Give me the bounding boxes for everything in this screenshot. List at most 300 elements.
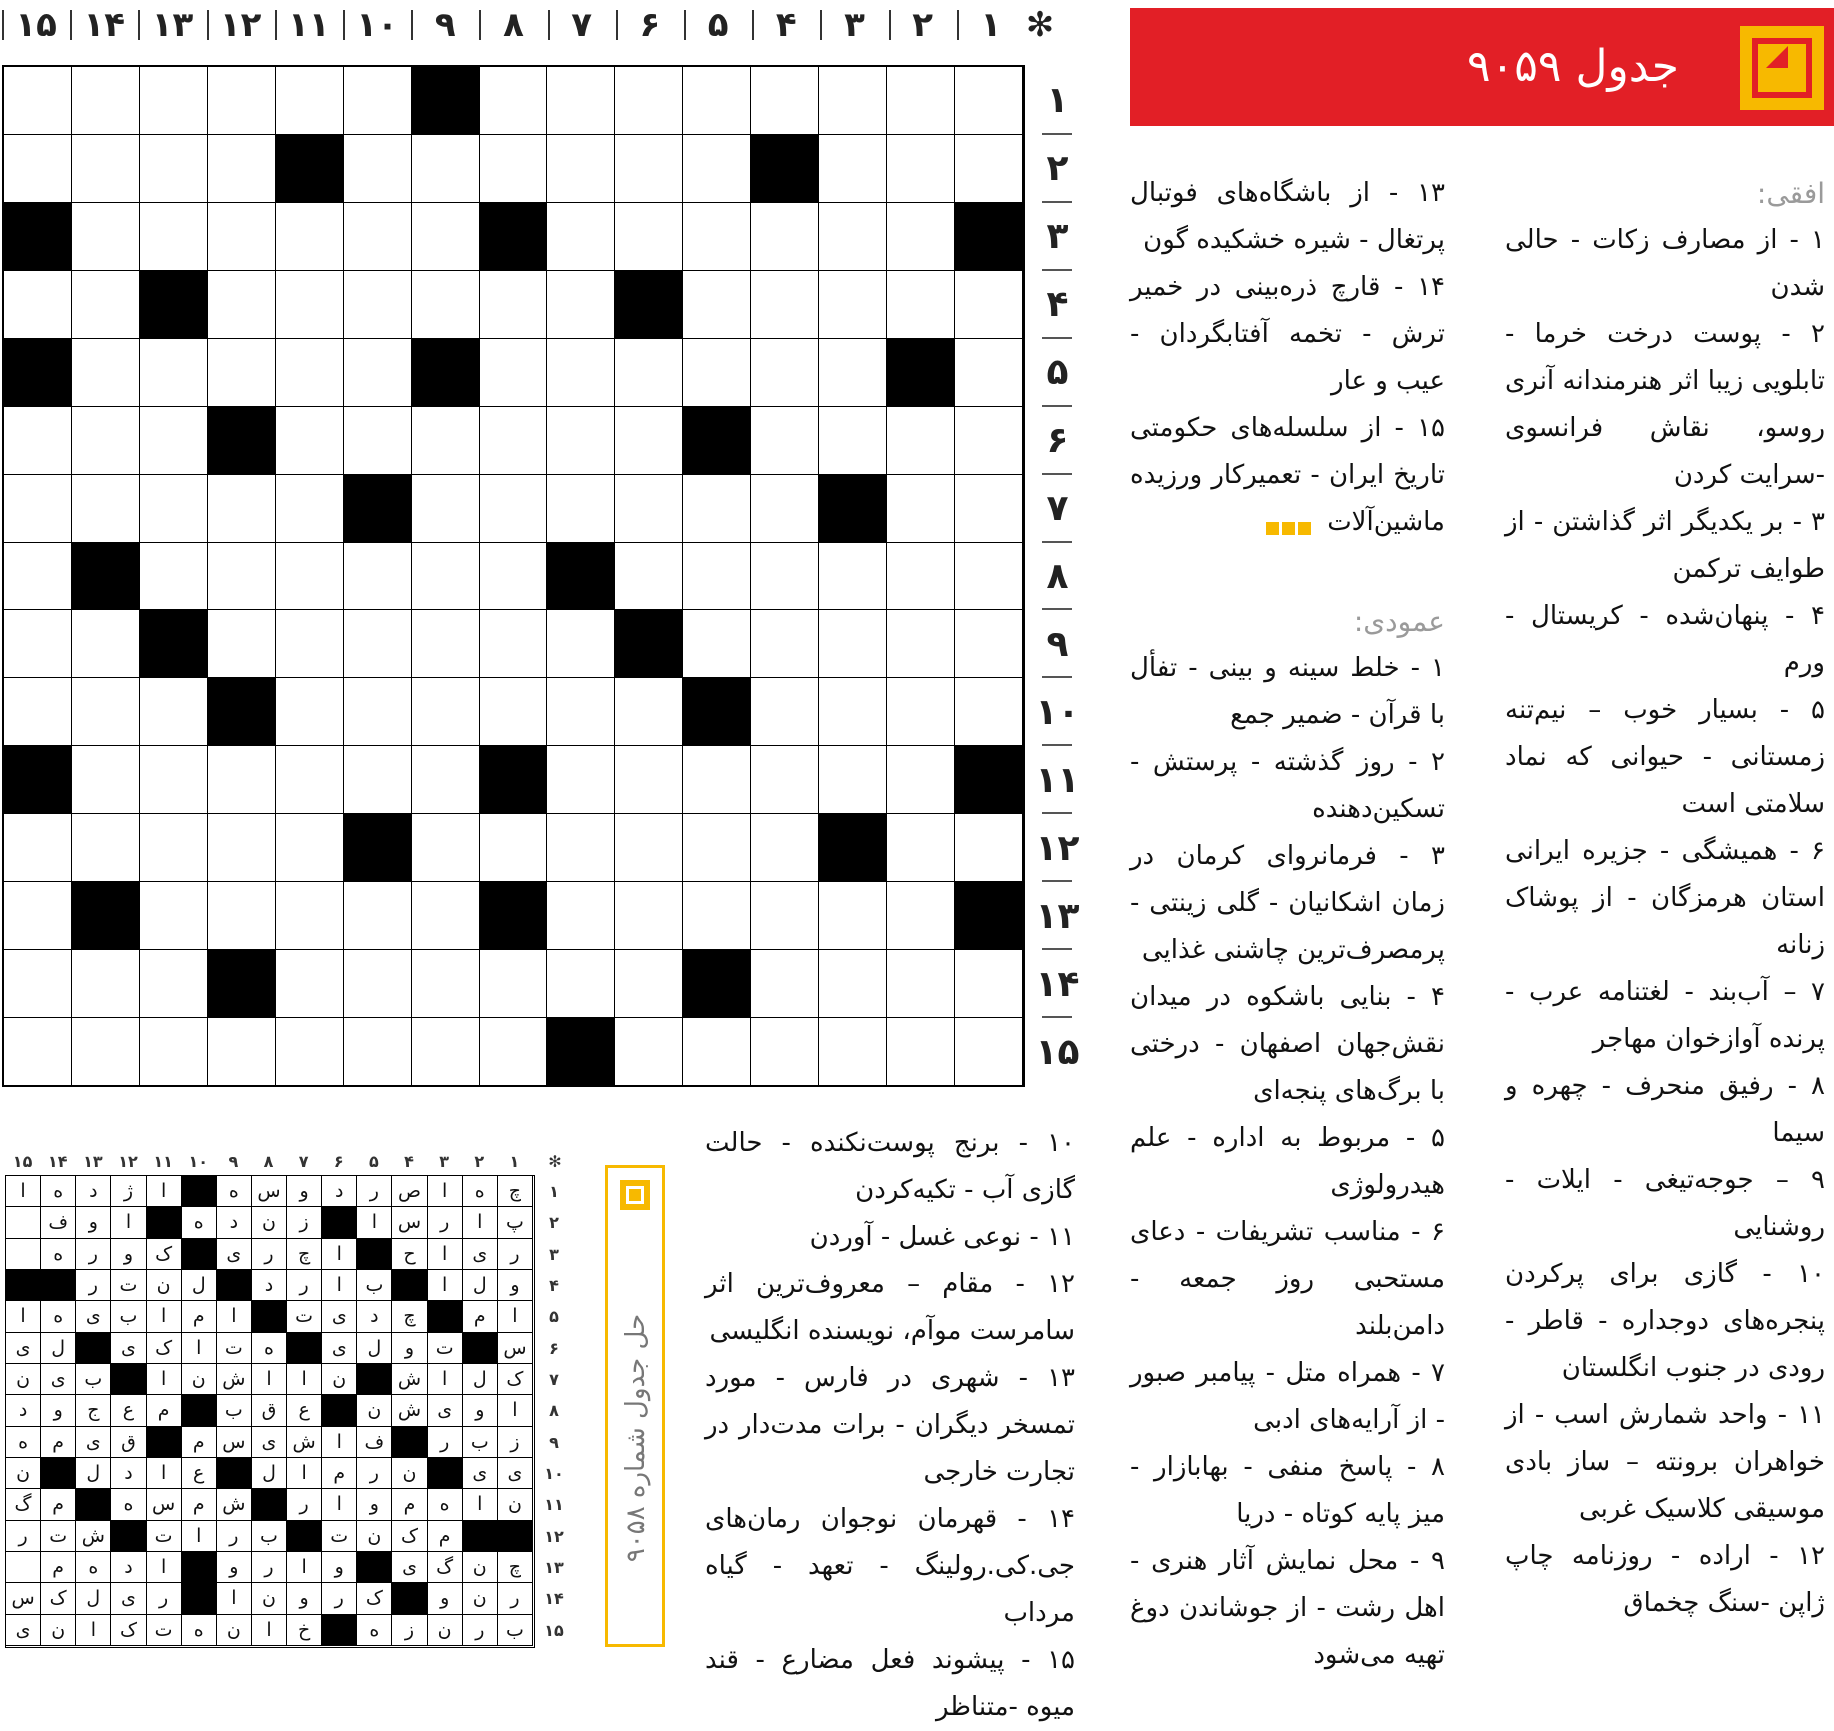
grid-cell[interactable] xyxy=(4,882,72,950)
grid-cell[interactable] xyxy=(615,407,683,475)
grid-cell[interactable] xyxy=(140,543,208,611)
grid-cell[interactable] xyxy=(819,1018,887,1086)
grid-cell[interactable] xyxy=(615,135,683,203)
grid-cell[interactable] xyxy=(955,475,1023,543)
grid-cell[interactable] xyxy=(412,950,480,1018)
solution-black-cell xyxy=(76,1489,111,1520)
grid-cell[interactable] xyxy=(480,678,548,746)
grid-cell[interactable] xyxy=(955,339,1023,407)
grid-cell[interactable] xyxy=(683,475,751,543)
grid-cell[interactable] xyxy=(751,950,819,1018)
row-number: ۱۰ xyxy=(1035,691,1080,733)
grid-cell[interactable] xyxy=(276,67,344,135)
grid-cell[interactable] xyxy=(208,543,276,611)
grid-cell[interactable] xyxy=(276,746,344,814)
grid-cell[interactable] xyxy=(887,407,955,475)
solution-cell: ش xyxy=(392,1364,427,1395)
grid-cell[interactable] xyxy=(276,271,344,339)
grid-cell[interactable] xyxy=(887,475,955,543)
solution-column-header xyxy=(5,1150,570,1174)
grid-cell[interactable] xyxy=(208,475,276,543)
solution-cell: ش xyxy=(217,1489,252,1520)
solution-cell: ق xyxy=(111,1427,146,1458)
solution-cell: ا xyxy=(217,1583,252,1614)
grid-cell[interactable] xyxy=(887,135,955,203)
grid-cell[interactable] xyxy=(887,610,955,678)
grid-cell[interactable] xyxy=(615,475,683,543)
horizontal-clue: ۹ – جوجه‌تیغی - ایلات - روشنایی xyxy=(1505,1165,1825,1242)
grid-cell[interactable] xyxy=(480,814,548,882)
grid-cell[interactable] xyxy=(344,950,412,1018)
grid-cell[interactable] xyxy=(344,67,412,135)
grid-cell[interactable] xyxy=(615,203,683,271)
row-number: ۶ xyxy=(1046,420,1069,462)
horizontal-clues-title: افقی: xyxy=(1756,177,1825,210)
grid-cell[interactable] xyxy=(276,475,344,543)
grid-cell[interactable] xyxy=(480,475,548,543)
grid-cell[interactable] xyxy=(480,1018,548,1086)
row-number: ۴ xyxy=(1046,284,1069,326)
grid-cell[interactable] xyxy=(819,882,887,950)
solution-cell: ژ xyxy=(111,1176,146,1207)
grid-cell[interactable] xyxy=(4,950,72,1018)
row-separator xyxy=(1042,473,1072,475)
solution-column-number: ۱ xyxy=(509,1152,520,1171)
grid-cell[interactable] xyxy=(344,339,412,407)
grid-cell[interactable] xyxy=(4,67,72,135)
grid-cell[interactable] xyxy=(72,67,140,135)
solution-cell: ن xyxy=(322,1364,357,1395)
grid-cell[interactable] xyxy=(615,814,683,882)
horizontal-clue: ۷ – آب‌بند - لغتنامه عرب - پرنده آوازخوان مهاجر xyxy=(1505,977,1825,1054)
grid-cell[interactable] xyxy=(140,339,208,407)
column-separator xyxy=(411,10,413,40)
grid-cell[interactable] xyxy=(480,271,548,339)
solution-cell: ج xyxy=(76,1395,111,1426)
solution-cell: م xyxy=(41,1427,76,1458)
grid-cell[interactable] xyxy=(412,882,480,950)
solution-cell: و xyxy=(498,1270,533,1301)
grid-cell[interactable] xyxy=(751,678,819,746)
grid-cell[interactable] xyxy=(412,678,480,746)
grid-cell[interactable] xyxy=(276,203,344,271)
grid-cell[interactable] xyxy=(72,950,140,1018)
grid-cell[interactable] xyxy=(412,203,480,271)
grid-cell[interactable] xyxy=(615,950,683,1018)
grid-cell[interactable] xyxy=(208,1018,276,1086)
grid-cell[interactable] xyxy=(547,746,615,814)
grid-cell[interactable] xyxy=(4,135,72,203)
grid-cell[interactable] xyxy=(683,135,751,203)
black-cell xyxy=(819,475,887,543)
solution-black-cell xyxy=(428,1301,463,1332)
grid-cell[interactable] xyxy=(140,203,208,271)
solution-cell: ا xyxy=(252,1615,287,1646)
grid-cell[interactable] xyxy=(72,271,140,339)
grid-cell[interactable] xyxy=(140,407,208,475)
grid-cell[interactable] xyxy=(683,814,751,882)
solution-cell: ک xyxy=(147,1333,182,1364)
solution-cell: ه xyxy=(76,1552,111,1583)
grid-cell[interactable] xyxy=(344,610,412,678)
grid-cell[interactable] xyxy=(683,67,751,135)
solution-cell: ت xyxy=(41,1521,76,1552)
grid-cell[interactable] xyxy=(208,746,276,814)
grid-cell[interactable] xyxy=(547,882,615,950)
grid-cell[interactable] xyxy=(887,678,955,746)
grid-cell[interactable] xyxy=(547,475,615,543)
grid-cell[interactable] xyxy=(683,610,751,678)
grid-cell[interactable] xyxy=(819,678,887,746)
grid-cell[interactable] xyxy=(751,610,819,678)
solution-cell: ا xyxy=(287,1552,322,1583)
grid-cell[interactable] xyxy=(751,746,819,814)
solution-cell: چ xyxy=(392,1301,427,1332)
solution-cell: ت xyxy=(428,1333,463,1364)
grid-cell[interactable] xyxy=(751,67,819,135)
horizontal-clue: ۱۲ - اراده - روزنامه چاپ ژاپن -سنگ چخماق xyxy=(1505,1541,1825,1618)
solution-black-cell xyxy=(147,1207,182,1238)
solution-cell: م xyxy=(463,1301,498,1332)
solution-cell: م xyxy=(182,1427,217,1458)
solution-cell: د xyxy=(217,1207,252,1238)
solution-cell: ا xyxy=(463,1489,498,1520)
grid-cell[interactable] xyxy=(140,746,208,814)
grid-cell[interactable] xyxy=(819,407,887,475)
grid-cell[interactable] xyxy=(4,678,72,746)
grid-cell[interactable] xyxy=(276,814,344,882)
solution-cell: د xyxy=(252,1270,287,1301)
grid-cell[interactable] xyxy=(72,814,140,882)
horizontal-clue: ۴ - پنهان‌شده - کریستال - ورم xyxy=(1505,601,1825,678)
corner-symbol: ✻ xyxy=(1025,5,1055,45)
grid-cell[interactable] xyxy=(751,543,819,611)
grid-cell[interactable] xyxy=(683,203,751,271)
grid-cell[interactable] xyxy=(140,475,208,543)
grid-cell[interactable] xyxy=(683,271,751,339)
grid-cell[interactable] xyxy=(140,882,208,950)
row-separator xyxy=(1042,133,1072,135)
grid-cell[interactable] xyxy=(547,678,615,746)
solution-cell: ه xyxy=(111,1489,146,1520)
grid-cell[interactable] xyxy=(819,67,887,135)
row-separator xyxy=(1042,269,1072,271)
grid-cell[interactable] xyxy=(547,339,615,407)
grid-cell[interactable] xyxy=(4,271,72,339)
black-cell xyxy=(480,746,548,814)
grid-cell[interactable] xyxy=(955,678,1023,746)
grid-cell[interactable] xyxy=(4,814,72,882)
column-number: ۷ xyxy=(571,5,593,45)
solution-cell: ا xyxy=(357,1207,392,1238)
solution-row-number: ۲ xyxy=(549,1213,559,1233)
grid-cell[interactable] xyxy=(819,950,887,1018)
grid-cell[interactable] xyxy=(751,339,819,407)
grid-cell[interactable] xyxy=(208,67,276,135)
grid-cell[interactable] xyxy=(819,135,887,203)
grid-cell[interactable] xyxy=(4,475,72,543)
grid-cell[interactable] xyxy=(72,610,140,678)
solution-cell: ل xyxy=(463,1270,498,1301)
grid-cell[interactable] xyxy=(615,67,683,135)
grid-cell[interactable] xyxy=(547,135,615,203)
grid-cell[interactable] xyxy=(412,1018,480,1086)
grid-cell[interactable] xyxy=(683,882,751,950)
grid-cell[interactable] xyxy=(208,271,276,339)
grid-cell[interactable] xyxy=(4,610,72,678)
grid-cell[interactable] xyxy=(276,407,344,475)
grid-cell[interactable] xyxy=(955,610,1023,678)
solution-cell: م xyxy=(41,1552,76,1583)
grid-cell[interactable] xyxy=(683,1018,751,1086)
grid-cell[interactable] xyxy=(276,882,344,950)
solution-cell: ر xyxy=(322,1583,357,1614)
grid-cell[interactable] xyxy=(887,814,955,882)
solution-cell: ل xyxy=(252,1458,287,1489)
solution-cell: ش xyxy=(76,1521,111,1552)
grid-cell[interactable] xyxy=(480,339,548,407)
grid-cell[interactable] xyxy=(955,814,1023,882)
grid-cell[interactable] xyxy=(547,271,615,339)
grid-cell[interactable] xyxy=(276,339,344,407)
solution-cell: چ xyxy=(498,1552,533,1583)
grid-cell[interactable] xyxy=(751,407,819,475)
grid-cell[interactable] xyxy=(615,339,683,407)
grid-cell[interactable] xyxy=(955,67,1023,135)
solution-black-cell xyxy=(287,1521,322,1552)
row-separator xyxy=(1042,608,1072,610)
row-number: ۱۲ xyxy=(1035,827,1080,869)
grid-cell[interactable] xyxy=(72,746,140,814)
grid-cell[interactable] xyxy=(4,1018,72,1086)
solution-cell: ه xyxy=(357,1615,392,1646)
grid-cell[interactable] xyxy=(751,1018,819,1086)
solution-black-cell xyxy=(147,1427,182,1458)
grid-cell[interactable] xyxy=(412,814,480,882)
grid-cell[interactable] xyxy=(819,610,887,678)
grid-cell[interactable] xyxy=(140,950,208,1018)
grid-cell[interactable] xyxy=(480,67,548,135)
column-separator xyxy=(548,10,550,40)
grid-cell[interactable] xyxy=(4,543,72,611)
grid-cell[interactable] xyxy=(887,543,955,611)
grid-cell[interactable] xyxy=(887,1018,955,1086)
solution-cell: ا xyxy=(6,1301,41,1332)
grid-cell[interactable] xyxy=(751,203,819,271)
solution-cell: ی xyxy=(498,1458,533,1489)
grid-cell[interactable] xyxy=(208,203,276,271)
grid-cell[interactable] xyxy=(615,746,683,814)
row-number: ۱ xyxy=(1046,80,1069,122)
grid-cell[interactable] xyxy=(344,271,412,339)
grid-cell[interactable] xyxy=(480,407,548,475)
grid-cell[interactable] xyxy=(480,135,548,203)
grid-cell[interactable] xyxy=(344,203,412,271)
solution-column-number: ۶ xyxy=(333,1152,344,1171)
grid-cell[interactable] xyxy=(887,882,955,950)
grid-cell[interactable] xyxy=(887,950,955,1018)
grid-cell[interactable] xyxy=(683,339,751,407)
solution-black-cell xyxy=(182,1176,217,1207)
solution-cell: ن xyxy=(41,1615,76,1646)
grid-cell[interactable] xyxy=(819,543,887,611)
grid-cell[interactable] xyxy=(412,271,480,339)
column-number: ۵ xyxy=(707,5,729,45)
column-separator xyxy=(343,10,345,40)
column-number: ۱۵ xyxy=(15,5,57,45)
row-separator xyxy=(1042,812,1072,814)
solution-cell: و xyxy=(392,1333,427,1364)
solution-cell: ه xyxy=(41,1301,76,1332)
grid-cell[interactable] xyxy=(412,543,480,611)
grid-cell[interactable] xyxy=(819,746,887,814)
grid-cell[interactable] xyxy=(819,271,887,339)
grid-cell[interactable] xyxy=(72,475,140,543)
grid-cell[interactable] xyxy=(751,271,819,339)
solution-cell: ا xyxy=(322,1427,357,1458)
vertical-clue: ۲ - روز گذشته - پرستش - تسکین‌دهنده xyxy=(1130,747,1445,824)
vertical-clue: ۸ - پاسخ منفی - بهابازار - میز پایه کوتاه - دریا xyxy=(1130,1452,1445,1529)
grid-cell[interactable] xyxy=(547,610,615,678)
grid-cell[interactable] xyxy=(955,950,1023,1018)
grid-cell[interactable] xyxy=(72,1018,140,1086)
grid-cell[interactable] xyxy=(276,1018,344,1086)
grid-cell[interactable] xyxy=(547,203,615,271)
grid-cell[interactable] xyxy=(208,882,276,950)
solution-cell: ر xyxy=(217,1521,252,1552)
solution-cell: ا xyxy=(147,1552,182,1583)
solution-row-number: ۱۲ xyxy=(544,1526,564,1546)
row-separator xyxy=(1042,948,1072,950)
solution-cell: ع xyxy=(111,1395,146,1426)
grid-cell[interactable] xyxy=(887,203,955,271)
grid-cell[interactable] xyxy=(208,610,276,678)
grid-cell[interactable] xyxy=(955,407,1023,475)
grid-cell[interactable] xyxy=(140,1018,208,1086)
lower-vertical-clues-column xyxy=(705,1120,1075,1731)
solution-cell: ا xyxy=(428,1270,463,1301)
grid-cell[interactable] xyxy=(547,950,615,1018)
grid-cell[interactable] xyxy=(72,407,140,475)
solution-cell: چ xyxy=(287,1239,322,1270)
grid-cell[interactable] xyxy=(344,1018,412,1086)
grid-cell[interactable] xyxy=(955,271,1023,339)
solution-cell: ن xyxy=(357,1395,392,1426)
solution-cell: ا xyxy=(428,1364,463,1395)
grid-cell[interactable] xyxy=(615,543,683,611)
solution-cell: م xyxy=(147,1395,182,1426)
grid-cell[interactable] xyxy=(887,271,955,339)
solution-row-number: ۱۱ xyxy=(544,1495,564,1515)
row-separator xyxy=(1042,1016,1072,1018)
solution-cell: ا xyxy=(498,1301,533,1332)
grid-cell[interactable] xyxy=(412,475,480,543)
grid-cell[interactable] xyxy=(480,543,548,611)
grid-cell[interactable] xyxy=(887,746,955,814)
grid-cell[interactable] xyxy=(276,950,344,1018)
grid-cell[interactable] xyxy=(412,746,480,814)
grid-cell[interactable] xyxy=(72,678,140,746)
solution-cell: ن xyxy=(6,1364,41,1395)
grid-cell[interactable] xyxy=(344,678,412,746)
solution-black-cell xyxy=(182,1239,217,1270)
grid-cell[interactable] xyxy=(547,407,615,475)
solution-cell: ی xyxy=(322,1333,357,1364)
solution-cell: ی xyxy=(428,1395,463,1426)
solution-cell: ک xyxy=(357,1583,392,1614)
solution-cell: ر xyxy=(147,1583,182,1614)
grid-cell[interactable] xyxy=(547,814,615,882)
grid-cell[interactable] xyxy=(72,339,140,407)
solution-black-cell xyxy=(182,1583,217,1614)
grid-cell[interactable] xyxy=(276,678,344,746)
grid-cell[interactable] xyxy=(4,407,72,475)
grid-cell[interactable] xyxy=(140,135,208,203)
solution-cell: ا xyxy=(287,1364,322,1395)
column-separator xyxy=(889,10,891,40)
grid-cell[interactable] xyxy=(344,746,412,814)
black-cell xyxy=(72,882,140,950)
grid-cell[interactable] xyxy=(955,543,1023,611)
middle-clues-column xyxy=(1130,170,1445,1679)
grid-cell[interactable] xyxy=(751,814,819,882)
grid-cell[interactable] xyxy=(344,882,412,950)
grid-cell[interactable] xyxy=(615,882,683,950)
grid-cell[interactable] xyxy=(751,475,819,543)
grid-cell[interactable] xyxy=(140,67,208,135)
grid-cell[interactable] xyxy=(276,610,344,678)
vertical-clue: ۳ - فرمانروای کرمان در زمان اشکانیان - گلی زینتی - پرمصرف‌ترین چاشنی غذایی xyxy=(1130,841,1445,965)
grid-cell[interactable] xyxy=(887,67,955,135)
grid-cell[interactable] xyxy=(208,135,276,203)
vertical-clue: ۹ - محل نمایش آثار هنری - اهل رشت - از جوشاندن دوغ تهیه می‌شود xyxy=(1130,1546,1445,1670)
grid-cell[interactable] xyxy=(344,543,412,611)
grid-cell[interactable] xyxy=(72,203,140,271)
grid-cell[interactable] xyxy=(480,610,548,678)
solution-cell: ل xyxy=(463,1364,498,1395)
grid-cell[interactable] xyxy=(480,950,548,1018)
grid-cell[interactable] xyxy=(412,407,480,475)
solution-cell xyxy=(6,1552,41,1583)
grid-cell[interactable] xyxy=(615,678,683,746)
solution-cell: د xyxy=(6,1395,41,1426)
grid-cell[interactable] xyxy=(955,135,1023,203)
solution-cell: ی xyxy=(322,1301,357,1332)
grid-cell[interactable] xyxy=(276,543,344,611)
solution-cell: ی xyxy=(76,1301,111,1332)
grid-cell[interactable] xyxy=(208,339,276,407)
grid-cell[interactable] xyxy=(683,543,751,611)
grid-cell[interactable] xyxy=(955,1018,1023,1086)
grid-cell[interactable] xyxy=(344,135,412,203)
grid-cell[interactable] xyxy=(547,67,615,135)
grid-cell[interactable] xyxy=(751,882,819,950)
grid-cell[interactable] xyxy=(412,610,480,678)
grid-cell[interactable] xyxy=(819,203,887,271)
row-number: ۱۱ xyxy=(1035,759,1080,801)
solution-black-cell xyxy=(322,1395,357,1426)
grid-cell[interactable] xyxy=(140,814,208,882)
solution-cell: م xyxy=(392,1489,427,1520)
grid-cell[interactable] xyxy=(819,339,887,407)
grid-cell[interactable] xyxy=(72,135,140,203)
grid-cell[interactable] xyxy=(140,678,208,746)
grid-cell[interactable] xyxy=(412,135,480,203)
grid-cell[interactable] xyxy=(615,1018,683,1086)
grid-cell[interactable] xyxy=(208,814,276,882)
grid-cell[interactable] xyxy=(683,746,751,814)
grid-cell[interactable] xyxy=(344,407,412,475)
